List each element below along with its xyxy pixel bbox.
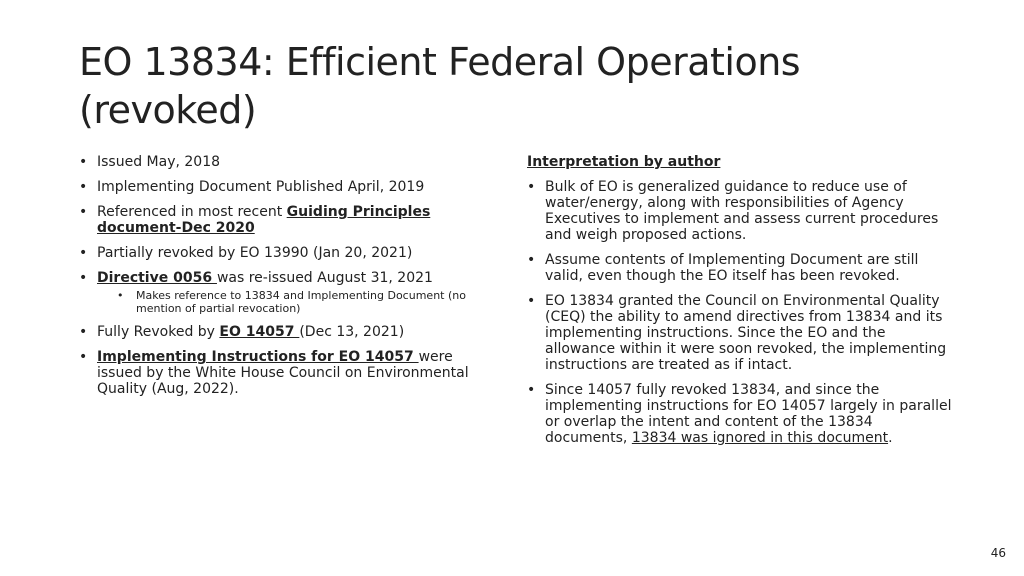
directive-0056-link[interactable]: Directive 0056 [97,270,217,286]
bullet-text: Issued May, 2018 [97,154,221,170]
bullet-text: Since 14057 fully revoked 13834, and since the implementing instructions for EO 14057 largely in parallel or overlap the intent and content of the 13834 documents, [545,382,952,446]
list-item [79,204,479,236]
bullet-text: . [888,430,893,446]
bullet-text: was re-issued August 31, 2021 [216,270,433,286]
list-item [527,293,955,373]
bullet-text: Implementing Document Published April, 2019 [97,179,425,195]
sub-list-item [79,289,479,315]
sub-bullet-text: Makes reference to 13834 and Implementing Document (no mention of partial revocation) [136,289,466,315]
eo-14057-link[interactable]: EO 14057 [219,324,300,340]
bullet-text: were issued by the White House Council on Environmental Quality (Aug, 2022). [97,349,469,397]
bullet-text: Assume contents of Implementing Document are still valid, even though the EO itself has been revoked. [545,252,919,284]
bullet-text: Bulk of EO is generalized guidance to reduce use of water/energy, along with responsibilities of Agency Executives to implement and assess current procedures and weigh proposed actions. [545,179,939,243]
page-number: 46 [990,546,1006,560]
bullet-text: Referenced in most recent [97,204,287,220]
list-item [79,154,479,170]
list-item [79,245,479,261]
interpretation-heading: Interpretation by author [527,154,721,170]
list-item [527,252,955,284]
right-bullet-list [527,179,955,446]
left-column [79,154,479,406]
right-column [527,154,955,455]
bullet-text: EO 13834 granted the Council on Environmental Quality (CEQ) the ability to amend directives from 13834 and its implementing instructions. Since the EO and the allowance within it were soon revoked, the implementing instructions are treated as if intact. [545,293,947,373]
implementing-instructions-link[interactable]: Implementing Instructions for EO 14057 [97,349,419,365]
list-item [79,324,479,340]
bullet-text: Partially revoked by EO 13990 (Jan 20, 2021) [97,245,413,261]
list-item [527,179,955,243]
list-item [79,349,479,397]
list-item [527,382,955,446]
ignored-document-link[interactable]: 13834 was ignored in this document [631,430,889,446]
slide-title: EO 13834: Efficient Federal Operations (revoked) [79,40,801,132]
list-item [79,270,479,286]
guiding-principles-link[interactable]: Guiding Principles document-Dec 2020 [97,204,431,236]
bullet-text: Fully Revoked by [97,324,220,340]
left-bullet-list [79,154,479,397]
bullet-text: (Dec 13, 2021) [299,324,405,340]
list-item [79,179,479,195]
